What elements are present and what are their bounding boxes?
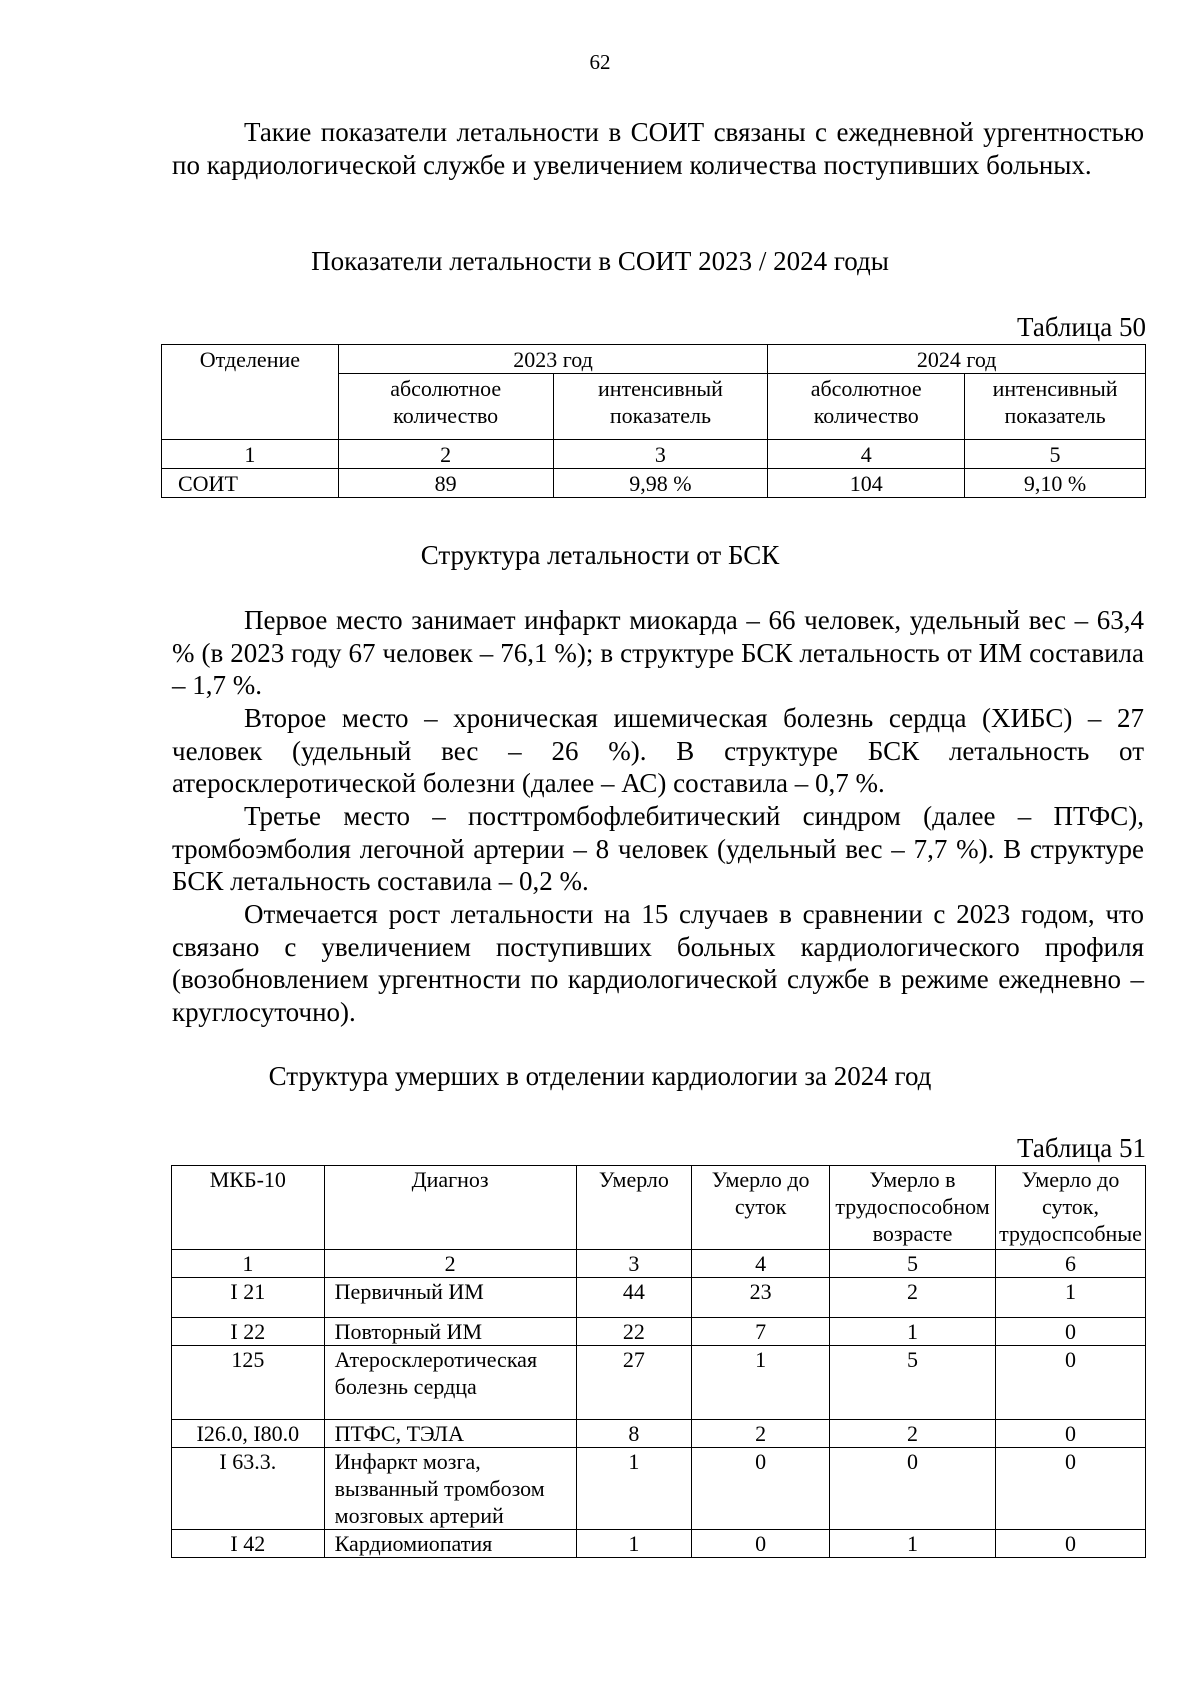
cell-work: 2 <box>830 1420 996 1448</box>
cell-diagnosis: Атеросклеротическая болезнь сердца <box>324 1346 576 1420</box>
table51-title: Структура умерших в отделении кардиологии за 2024 год <box>268 1061 932 1091</box>
cell-dayw: 0 <box>995 1448 1145 1530</box>
header-abs-2024: абсолютное количество <box>768 374 965 440</box>
paragraph-first-place: Первое место занимает инфаркт миокарда – 66 человек, удельный вес – 63,4 % (в 2023 году 67 человек – 76,1 %); в структуре БСК летальность от ИМ составила – 1,7 %. <box>172 605 1144 700</box>
table-row <box>172 1530 1146 1558</box>
cell-int-2024: 9,10 % <box>965 469 1146 498</box>
cell-day: 1 <box>692 1346 830 1420</box>
header-icd: МКБ-10 <box>172 1166 325 1250</box>
cell-day: 7 <box>692 1318 830 1346</box>
table-row <box>172 1318 1146 1346</box>
col-num: 4 <box>692 1250 830 1278</box>
cell-dayw: 1 <box>995 1278 1145 1318</box>
intro-paragraph: Такие показатели летальности в СОИТ связаны с ежедневной ургентностью по кардиологической службе и увеличением количества поступивших больных. <box>172 117 1144 180</box>
header-int-2024: интенсивный показатель <box>965 374 1146 440</box>
cell-day: 23 <box>692 1278 830 1318</box>
cell-diagnosis: Инфаркт мозга, вызванный тромбозом мозговых артерий <box>324 1448 576 1530</box>
cell-work: 1 <box>830 1530 996 1558</box>
cell-icd: I 21 <box>172 1278 325 1318</box>
header-died: Умерло <box>576 1166 692 1250</box>
cell-died: 1 <box>576 1448 692 1530</box>
table51-caption: Таблица 51 <box>1017 1133 1146 1163</box>
col-num: 6 <box>995 1250 1145 1278</box>
table-row <box>162 469 1146 498</box>
cell-abs-2023: 89 <box>338 469 553 498</box>
header-2023: 2023 год <box>338 345 768 374</box>
cell-icd: I 22 <box>172 1318 325 1346</box>
col-num: 2 <box>324 1250 576 1278</box>
cell-diagnosis: Повторный ИМ <box>324 1318 576 1346</box>
cell-dayw: 0 <box>995 1318 1145 1346</box>
cell-day: 0 <box>692 1530 830 1558</box>
cell-day: 0 <box>692 1448 830 1530</box>
table-row <box>162 440 1146 469</box>
cell-died: 44 <box>576 1278 692 1318</box>
col-num: 2 <box>338 440 553 469</box>
col-num: 4 <box>768 440 965 469</box>
table-51 <box>171 1165 1146 1558</box>
cell-work: 0 <box>830 1448 996 1530</box>
paragraph-third-place: Третье место – посттромбофлебитический синдром (далее – ПТФС), тромбоэмболия легочной артерии – 8 человек (удельный вес – 7,7 %). В структуре БСК летальность составила – 0,2 %. <box>172 801 1144 896</box>
table50-caption: Таблица 50 <box>1017 312 1146 342</box>
paragraph-second-place: Второе место – хроническая ишемическая болезнь сердца (ХИБС) – 27 человек (удельный вес – 26 %). В структуре БСК летальность от атеросклеротической болезни (далее – АС) составила – 0,7 %. <box>172 703 1144 798</box>
table-row <box>172 1250 1146 1278</box>
cell-work: 1 <box>830 1318 996 1346</box>
header-department: Отделение <box>162 345 339 440</box>
cell-died: 22 <box>576 1318 692 1346</box>
cell-day: 2 <box>692 1420 830 1448</box>
col-num: 1 <box>172 1250 325 1278</box>
cell-abs-2024: 104 <box>768 469 965 498</box>
cell-diagnosis: Кардиомиопатия <box>324 1530 576 1558</box>
cell-dayw: 0 <box>995 1346 1145 1420</box>
header-diagnosis: Диагноз <box>324 1166 576 1250</box>
col-num: 3 <box>553 440 768 469</box>
cell-dayw: 0 <box>995 1420 1145 1448</box>
cell-diagnosis: ПТФС, ТЭЛА <box>324 1420 576 1448</box>
header-2024: 2024 год <box>768 345 1146 374</box>
col-num: 5 <box>830 1250 996 1278</box>
header-died-working-age: Умерло в трудоспособном возрасте <box>830 1166 996 1250</box>
cell-work: 5 <box>830 1346 996 1420</box>
table-row <box>172 1278 1146 1318</box>
header-died-day-working: Умерло до суток, трудоспсобные <box>995 1166 1145 1250</box>
table50-title: Показатели летальности в СОИТ 2023 / 2024 годы <box>311 246 889 276</box>
table-50 <box>161 344 1146 498</box>
cell-icd: 125 <box>172 1346 325 1420</box>
cell-dayw: 0 <box>995 1530 1145 1558</box>
cell-died: 1 <box>576 1530 692 1558</box>
table-row <box>172 1448 1146 1530</box>
cell-icd: I 63.3. <box>172 1448 325 1530</box>
header-abs-2023: абсолютное количество <box>338 374 553 440</box>
table-row <box>172 1420 1146 1448</box>
cell-died: 8 <box>576 1420 692 1448</box>
section-title-bsk: Структура летальности от БСК <box>420 540 780 570</box>
col-num: 3 <box>576 1250 692 1278</box>
paragraph-growth: Отмечается рост летальности на 15 случаев в сравнении с 2023 годом, что связано с увеличением поступивших больных кардиологического профиля (возобновлением ургентности по кардиологической службе в режиме ежедневно – круглосуточно). <box>172 899 1144 1027</box>
cell-diagnosis: Первичный ИМ <box>324 1278 576 1318</box>
col-num: 1 <box>162 440 339 469</box>
cell-department: СОИТ <box>162 469 339 498</box>
table-row <box>172 1346 1146 1420</box>
header-died-within-day: Умерло до суток <box>692 1166 830 1250</box>
header-int-2023: интенсивный показатель <box>553 374 768 440</box>
cell-died: 27 <box>576 1346 692 1420</box>
cell-work: 2 <box>830 1278 996 1318</box>
cell-icd: I 42 <box>172 1530 325 1558</box>
cell-int-2023: 9,98 % <box>553 469 768 498</box>
cell-icd: I26.0, I80.0 <box>172 1420 325 1448</box>
col-num: 5 <box>965 440 1146 469</box>
page-number: 62 <box>589 50 611 74</box>
